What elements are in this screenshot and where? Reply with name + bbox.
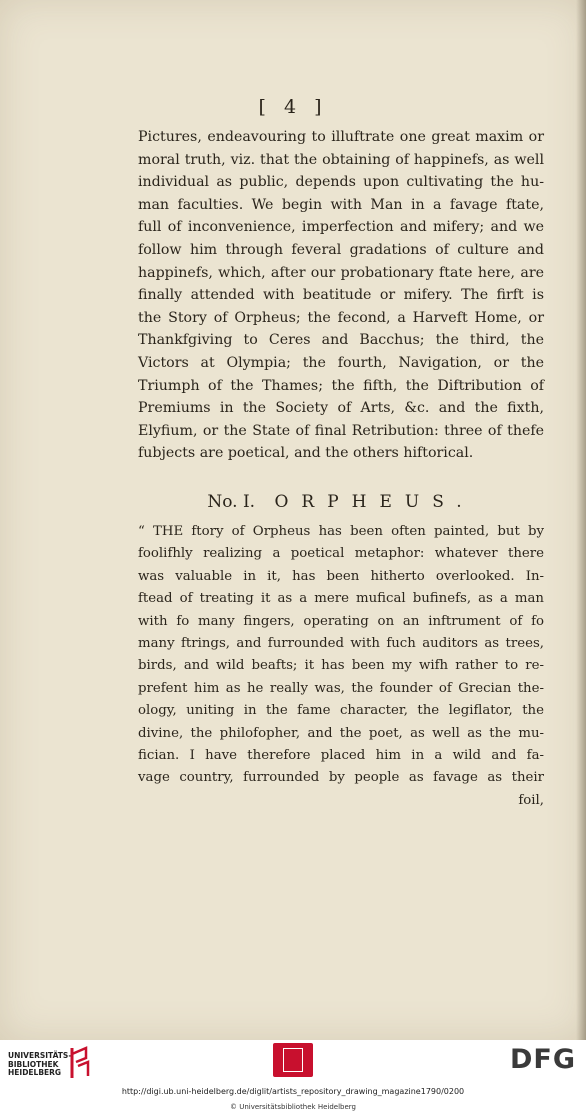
text-line: man faculties. We begin with Man in a favage ftate,: [138, 196, 544, 213]
section-heading: [138, 492, 544, 512]
text-line: follow him through feveral gradations of culture and: [138, 241, 544, 258]
university-name: UNIVERSITÄTS- BIBLIOTHEK HEIDELBERG: [8, 1051, 72, 1078]
text-line: “ THE ftory of Orpheus has been often painted, but by: [138, 524, 544, 539]
text-line: divine, the philofopher, and the poet, as well as the mu-: [138, 725, 544, 741]
permalink-url[interactable]: http://digi.ub.uni-heidelberg.de/diglit/artists_repository_drawing_magazine1790/0200: [121, 1087, 465, 1096]
text-line: full of inconvenience, imperfection and mifery; and we: [138, 219, 544, 236]
text-line: Elyfium, or the State of final Retribution: three of thefe: [138, 422, 544, 439]
text-line: Victors at Olympia; the fourth, Navigation, or the: [138, 354, 544, 371]
text-line: Premiums in the Society of Arts, &c. and the fixth,: [138, 400, 544, 417]
text-line: Pictures, endeavouring to illuftrate one great maxim or: [138, 129, 544, 145]
university-mark-icon: [68, 1046, 92, 1080]
text-line: happinefs, which, after our probationary ftate here, are: [138, 264, 544, 281]
intro-paragraph: [138, 126, 544, 465]
section-number: No. I.: [207, 492, 256, 512]
text-line: birds, and wild beafts; it has been my wifh rather to re-: [138, 658, 544, 674]
text-line: individual as public, depends upon cultivating the hu-: [138, 174, 544, 191]
text-line: foolifhly realizing a poetical metaphor: whatever there: [138, 546, 544, 562]
text-line: finally attended with beatitude or mifery. The firft is: [138, 287, 544, 304]
text-line: was valuable in it, has been hitherto overlooked. In-: [138, 568, 544, 584]
text-line: moral truth, viz. that the obtaining of happinefs, as well: [138, 151, 544, 168]
text-line: many ftrings, and furrounded with fuch auditors as trees,: [138, 636, 544, 652]
viewer-footer: [0, 1040, 586, 1114]
text-line: Thankfgiving to Ceres and Bacchus; the third, the: [138, 332, 544, 349]
digital-library-badge-icon[interactable]: [273, 1043, 313, 1077]
text-line: the Story of Orpheus; the fecond, a Harveft Home, or: [138, 309, 544, 326]
catchword: foil,: [518, 792, 544, 808]
copyright-text: © Universitätsbibliothek Heidelberg: [229, 1103, 356, 1111]
badge-frame: [283, 1048, 303, 1072]
text-line: prefent him as he really was, the founder of Grecian the-: [138, 680, 544, 696]
text-line: with fo many fingers, operating on an inftrument of fo: [138, 613, 544, 629]
dfg-logo[interactable]: DFG: [509, 1044, 576, 1075]
page-edge-shadow: [576, 0, 586, 1040]
orpheus-paragraph: [138, 521, 544, 812]
text-line: ftead of treating it as a mere mufical bufinefs, as a man: [138, 591, 544, 607]
text-line: ology, uniting in the fame character, the legiflator, the: [138, 703, 544, 719]
text-line: vage country, furrounded by people as favage as their: [138, 770, 544, 786]
section-title: ORPHEUS.: [274, 492, 475, 512]
text-line: Triumph of the Thames; the fifth, the Diftribution of: [138, 377, 544, 394]
text-line: fubjects are poetical, and the others hiftorical.: [138, 445, 474, 462]
text-line: fician. I have therefore placed him in a wild and fa-: [138, 748, 544, 764]
page-number: [ 4 ]: [258, 96, 328, 118]
